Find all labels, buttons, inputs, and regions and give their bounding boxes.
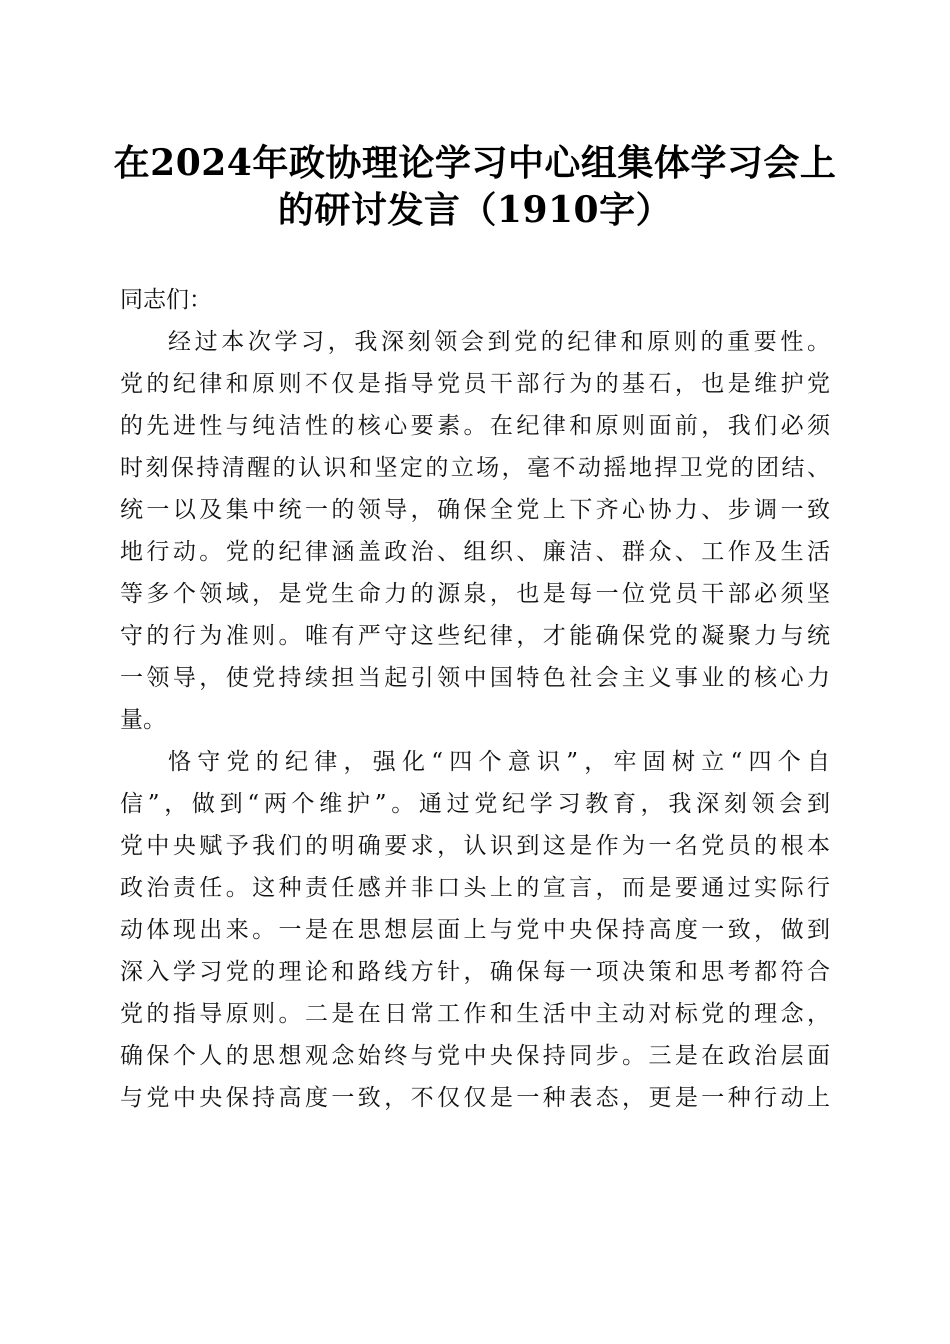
paragraph-line: 等多个领域，是党生命力的源泉，也是每一位党员干部必须坚 <box>120 581 830 607</box>
paragraph-line: 动体现出来。一是在思想层面上与党中央保持高度一致，做到 <box>120 917 830 943</box>
paragraph-line: 确保个人的思想观念始终与党中央保持同步。三是在政治层面 <box>120 1043 830 1069</box>
paragraph-line: 时刻保持清醒的认识和坚定的立场，毫不动摇地捍卫党的团结、 <box>120 455 830 481</box>
paragraph-line: 党中央赋予我们的明确要求，认识到这是作为一名党员的根本 <box>120 833 830 859</box>
paragraph-line: 守的行为准则。唯有严守这些纪律，才能确保党的凝聚力与统 <box>120 623 830 649</box>
paragraph-line: 政治责任。这种责任感并非口头上的宣言，而是要通过实际行 <box>120 875 830 901</box>
paragraph-line: 与党中央保持高度一致，不仅仅是一种表态，更是一种行动上 <box>120 1085 830 1111</box>
title-line-1: 在2024年政协理论学习中心组集体学习会上 <box>113 142 837 184</box>
paragraph-line: 党的纪律和原则不仅是指导党员干部行为的基石，也是维护党 <box>120 371 830 397</box>
paragraph-2 <box>120 741 830 1119</box>
paragraph-line: 恪守党的纪律，强化“四个意识”，牢固树立“四个自 <box>168 749 830 775</box>
title-line-2: 的研讨发言（1910字） <box>277 189 673 231</box>
paragraph-line: 党的指导原则。二是在日常工作和生活中主动对标党的理念， <box>120 1001 830 1027</box>
document-title <box>0 140 950 234</box>
document-body <box>120 279 830 1119</box>
paragraph-line: 的先进性与纯洁性的核心要素。在纪律和原则面前，我们必须 <box>120 413 830 439</box>
paragraph-line: 深入学习党的理论和路线方针，确保每一项决策和思考都符合 <box>120 959 830 985</box>
salutation: 同志们： <box>120 287 212 313</box>
paragraph-line: 一领导，使党持续担当起引领中国特色社会主义事业的核心力 <box>120 665 830 691</box>
paragraph-1 <box>120 321 830 741</box>
paragraph-line: 地行动。党的纪律涵盖政治、组织、廉洁、群众、工作及生活 <box>120 539 830 565</box>
paragraph-line: 经过本次学习，我深刻领会到党的纪律和原则的重要性。 <box>168 329 830 355</box>
paragraph-line: 信”，做到“两个维护”。通过党纪学习教育，我深刻领会到 <box>120 791 830 817</box>
paragraph-line: 统一以及集中统一的领导，确保全党上下齐心协力、步调一致 <box>120 497 830 523</box>
paragraph-line: 量。 <box>120 707 166 733</box>
